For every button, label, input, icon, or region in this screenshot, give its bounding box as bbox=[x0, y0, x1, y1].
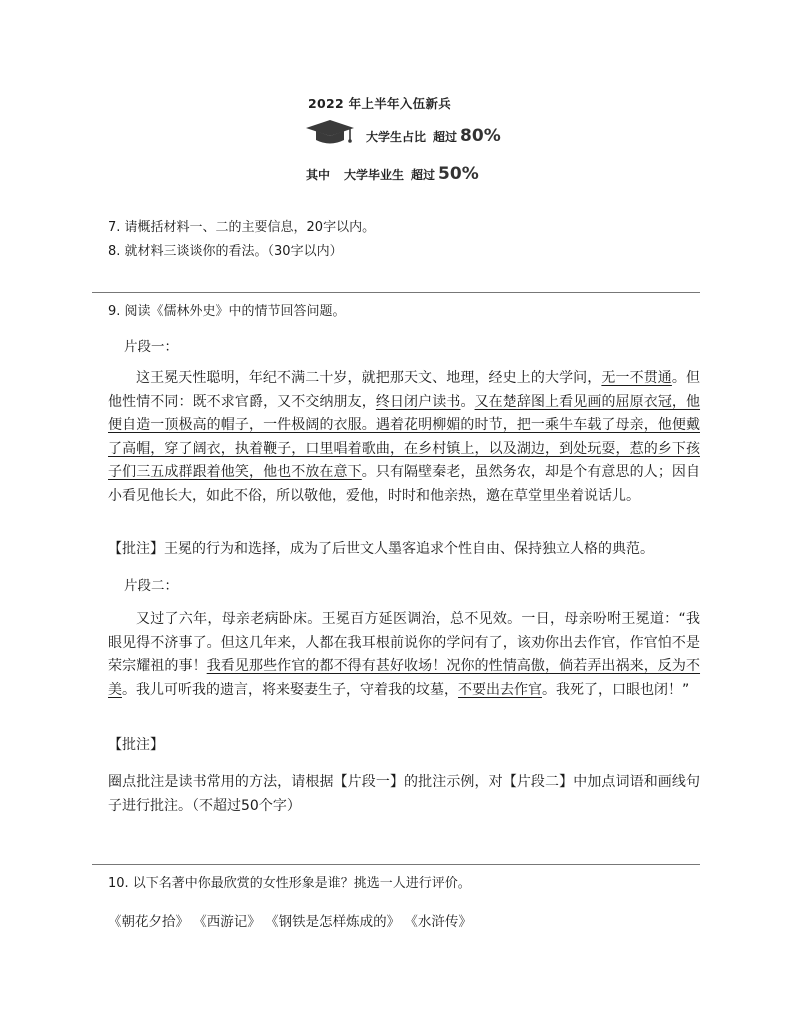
question-7: 7. 请概括材料一、二的主要信息，20字以内。 bbox=[108, 220, 376, 235]
question-8: 8. 就材料三谈谈你的看法。（30字以内） bbox=[108, 244, 343, 259]
book-list: 《朝花夕拾》 《西游记》 《钢铁是怎样炼成的》 《水浒传》 bbox=[108, 914, 472, 930]
underlined-sentence: 又在楚辞图上看见画的屈原衣冠，他便自造一顶极高的帽子，一件极阔的衣服。遇着花明柳媚的时节，把一乘牛车载了母亲，他便戴了高帽，穿了阔衣，执着鞭子，口里唱着歌曲，在乡村镇上，以及湖边，到处玩耍，惹的乡下孩子们三五成群跟着他笑，他也不放在意下 bbox=[108, 393, 701, 480]
infographic-row-students bbox=[366, 126, 501, 146]
graduation-cap-icon bbox=[304, 118, 356, 146]
question-9: 9. 阅读《儒林外史》中的情节回答问题。 bbox=[108, 304, 346, 319]
row2-label: 大学毕业生 bbox=[344, 168, 405, 182]
annotation-1: 【批注】王冕的行为和选择，成为了后世文人墨客追求个性自由、保持独立人格的典范。 bbox=[108, 541, 654, 557]
fragment-2-label: 片段二： bbox=[124, 578, 178, 594]
row1-value: 80% bbox=[460, 126, 501, 146]
row1-label: 大学生占比 bbox=[366, 130, 427, 144]
fragment-1-label: 片段一： bbox=[124, 339, 178, 355]
row2-prefix: 超过 bbox=[411, 168, 436, 182]
underlined-phrase: 不要出去作官 bbox=[458, 681, 542, 698]
infographic-title: 2022 年上半年入伍新兵 bbox=[308, 96, 452, 111]
fragment-1-text: 这王冕天性聪明，年纪不满二十岁，就把那天文、地理，经史上的大学问，无一不贯通。但他性情不同：既不求官爵，又不交纳朋友，终日闭户读书。又在楚辞图上看见画的屈原衣冠，他便自造一顶极高的帽子，一件极阔的衣服。遇着花明柳媚的时节，把一乘牛车载了母亲，他便戴了高帽，穿了阔衣，执着鞭子，口里唱着歌曲，在乡村镇上，以及湖边，到处玩耍，惹的乡下孩子们三五成群跟着他笑，他也不放在意下。只有隔壁秦老，虽然务农，却是个有意思的人；因自小看见他长大，如此不俗，所以敬他，爱他，时时和他亲热，邀在草堂里坐着说话儿。 bbox=[108, 370, 701, 504]
row2-lead: 其中 bbox=[306, 168, 331, 182]
fragment-2-text: 又过了六年，母亲老病卧床。王冕百方延医调治，总不见效。一日，母亲吩咐王冕道：“我眼见得不济事了。但这几年来，人都在我耳根前说你的学问有了，该劝你出去作官，作官怕不是荣宗耀祖的事！我看见那些作官的都不得有甚好收场！况你的性情高傲，倘若弄出祸来，反为不美。我儿可听我的遗言，将来娶妻生子，守着我的坟墓，不要出去作官。我死了，口眼也闭！” bbox=[108, 611, 701, 698]
infographic-row-graduates bbox=[306, 164, 479, 184]
question-10: 10. 以下名著中你最欣赏的女性形象是谁？挑选一人进行评价。 bbox=[108, 876, 471, 891]
underlined-sentence: 我看见那些作官的都不得有甚好收场！况你的性情高傲，倘若弄出祸来，反为不美 bbox=[108, 658, 701, 698]
recruit-infographic bbox=[300, 92, 520, 192]
row2-value: 50% bbox=[438, 164, 479, 184]
annotation-2: 【批注】 bbox=[108, 737, 164, 753]
divider bbox=[92, 292, 700, 293]
annotation-instruction: 圈点批注是读书常用的方法，请根据【片段一】的批注示例，对【片段二】中加点词语和画线句子进行批注。（不超过50个字） bbox=[108, 774, 700, 814]
underlined-phrase: 无一不贯通 bbox=[601, 370, 672, 386]
row1-prefix: 超过 bbox=[433, 130, 458, 144]
divider bbox=[92, 864, 700, 865]
underlined-phrase: 终日闭户读书 bbox=[375, 393, 461, 410]
